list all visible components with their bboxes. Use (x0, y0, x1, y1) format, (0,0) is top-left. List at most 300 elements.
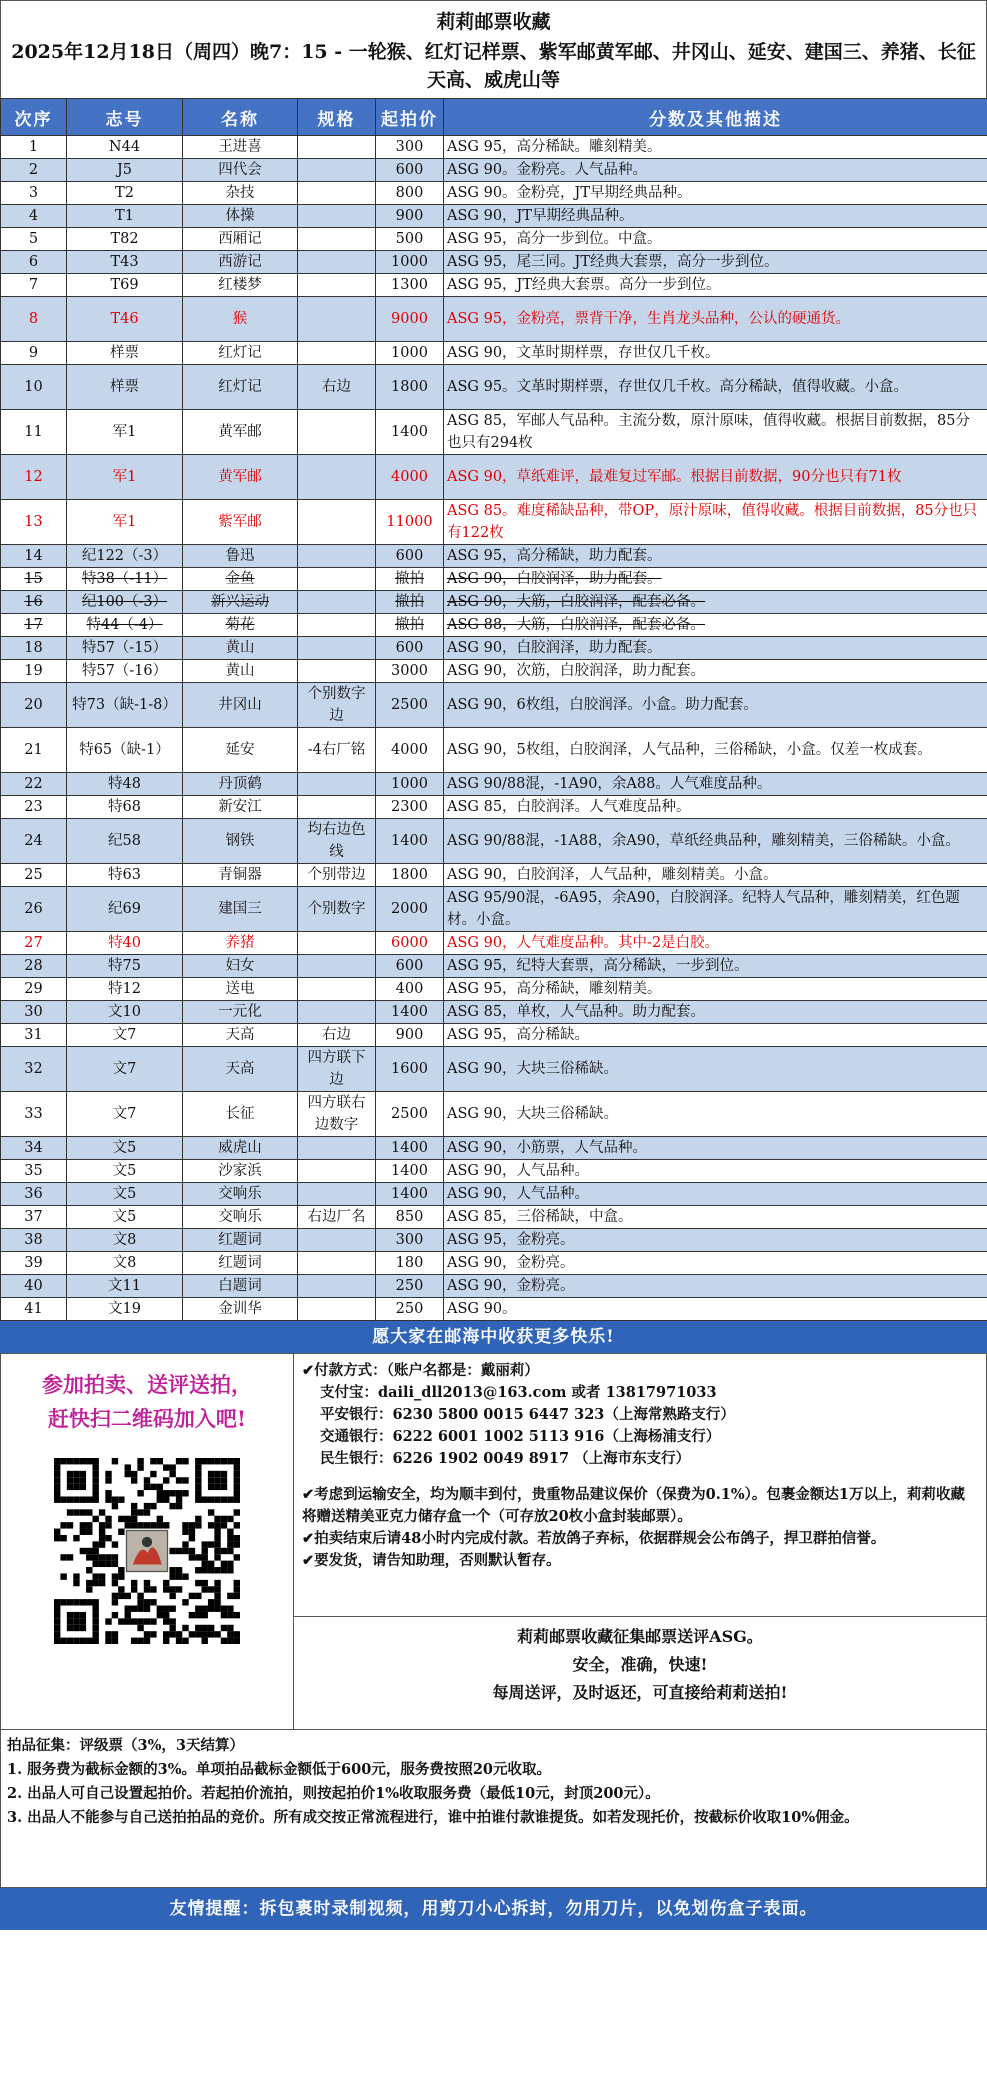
lot-desc: ASG 90，金粉亮。 (444, 1252, 987, 1275)
lot-spec (298, 1275, 376, 1298)
lot-desc: ASG 90，大筋，白胶润泽，配套必备。 (444, 591, 987, 614)
delivery-note: ✔要发货，请告知助理，否则默认暂存。 (302, 1552, 561, 1569)
col-header-code: 志号 (67, 99, 183, 136)
lot-desc: ASG 95，高分稀缺，助力配套。 (444, 545, 987, 568)
lot-order: 40 (1, 1275, 67, 1298)
lot-order: 27 (1, 932, 67, 955)
minsheng-account: 民生银行：6226 1902 0049 8917 （上海市东支行） (320, 1450, 691, 1467)
lot-spec: 右边 (298, 1024, 376, 1047)
lot-name: 体操 (183, 205, 298, 228)
payment-section (0, 1353, 987, 1730)
lot-code: 特68 (67, 796, 183, 819)
lot-price: 600 (376, 159, 444, 182)
lot-code: 纪100（-3） (67, 591, 183, 614)
shipping-note: ✔考虑到运输安全，均为顺丰到付，贵重物品建议保价（保费为0.1%）。包裹金额达1万以上，莉莉收藏将赠送精美亚克力储存盒一个（可存放20枚小盒封装邮票）。 (302, 1486, 965, 1525)
lot-name: 红题词 (183, 1252, 298, 1275)
lot-name: 交响乐 (183, 1206, 298, 1229)
lot-price: 9000 (376, 297, 444, 342)
lot-name: 西游记 (183, 251, 298, 274)
lot-desc: ASG 88，大筋，白胶润泽，配套必备。 (444, 614, 987, 637)
lot-spec (298, 1160, 376, 1183)
lot-price: 800 (376, 182, 444, 205)
lot-name: 红灯记 (183, 342, 298, 365)
lot-price: 300 (376, 136, 444, 159)
lot-order: 30 (1, 1001, 67, 1024)
lot-spec: 右边 (298, 365, 376, 410)
table-row (1, 1183, 987, 1206)
lot-price: 1600 (376, 1047, 444, 1092)
lot-desc: ASG 90/88混，-1A90，余A88。人气难度品种。 (444, 773, 987, 796)
table-row (1, 1252, 987, 1275)
lot-spec (298, 455, 376, 500)
lot-name: 黄山 (183, 660, 298, 683)
col-header-price: 起拍价 (376, 99, 444, 136)
lot-desc: ASG 90/88混，-1A88，余A90，草纸经典品种，雕刻精美，三俗稀缺。小盒。 (444, 819, 987, 864)
lot-order: 7 (1, 274, 67, 297)
lot-name: 红楼梦 (183, 274, 298, 297)
lot-name: 黄军邮 (183, 410, 298, 455)
lot-spec (298, 1252, 376, 1275)
lot-order: 13 (1, 500, 67, 545)
lot-price: 500 (376, 228, 444, 251)
lot-spec (298, 545, 376, 568)
lot-name: 沙家浜 (183, 1160, 298, 1183)
lot-code: 特73（缺-1-8） (67, 683, 183, 728)
promo-line-1: 参加拍卖、送评送拍， (42, 1372, 252, 1397)
table-row (1, 1047, 987, 1092)
lot-price: 600 (376, 955, 444, 978)
lot-name: 杂技 (183, 182, 298, 205)
lot-order: 10 (1, 365, 67, 410)
lot-name: 长征 (183, 1092, 298, 1137)
lot-desc: ASG 90。金粉亮，JT早期经典品种。 (444, 182, 987, 205)
lot-desc: ASG 85，白胶润泽。人气难度品种。 (444, 796, 987, 819)
lot-name: 钢铁 (183, 819, 298, 864)
lot-code: 特57（-15） (67, 637, 183, 660)
table-row (1, 1137, 987, 1160)
lot-name: 新兴运动 (183, 591, 298, 614)
lot-code: 文7 (67, 1092, 183, 1137)
table-row (1, 455, 987, 500)
lot-spec (298, 1001, 376, 1024)
lot-price: 400 (376, 978, 444, 1001)
table-row (1, 637, 987, 660)
lot-price: 850 (376, 1206, 444, 1229)
lot-order: 32 (1, 1047, 67, 1092)
lot-spec: 个别数字 (298, 887, 376, 932)
lot-order: 4 (1, 205, 67, 228)
lot-desc: ASG 90，白胶润泽，助力配套。 (444, 637, 987, 660)
lot-price: 180 (376, 1252, 444, 1275)
lot-spec (298, 410, 376, 455)
lot-order: 34 (1, 1137, 67, 1160)
table-row (1, 1275, 987, 1298)
lot-desc: ASG 90，人气品种。 (444, 1160, 987, 1183)
lot-code: 特48 (67, 773, 183, 796)
table-row (1, 500, 987, 545)
lot-name: 鲁迅 (183, 545, 298, 568)
lot-code: T43 (67, 251, 183, 274)
lot-code: 文8 (67, 1252, 183, 1275)
table-row (1, 660, 987, 683)
payment-heading: ✔付款方式：（账户名都是：戴丽莉） (302, 1362, 539, 1379)
lot-price: 4000 (376, 728, 444, 773)
friendly-reminder: 友情提醒：拆包裹时录制视频，用剪刀小心拆封，勿用刀片，以免划伤盒子表面。 (0, 1888, 987, 1930)
lot-desc: ASG 90，金粉亮。 (444, 1275, 987, 1298)
lot-desc: ASG 95，高分稀缺。雕刻精美。 (444, 136, 987, 159)
lot-price: 1000 (376, 342, 444, 365)
lot-name: 养猪 (183, 932, 298, 955)
lot-spec (298, 297, 376, 342)
lot-desc: ASG 95，尾三同。JT经典大套票，高分一步到位。 (444, 251, 987, 274)
pingan-account: 平安银行：6230 5800 0015 6447 323（上海常熟路支行） (320, 1406, 735, 1423)
lot-spec: 个别数字边 (298, 683, 376, 728)
lot-order: 17 (1, 614, 67, 637)
lot-order: 22 (1, 773, 67, 796)
lot-order: 19 (1, 660, 67, 683)
lot-desc: ASG 90，人气难度品种。其中-2是白胶。 (444, 932, 987, 955)
lot-desc: ASG 90，次筋，白胶润泽，助力配套。 (444, 660, 987, 683)
col-header-order: 次序 (1, 99, 67, 136)
lot-desc: ASG 85，军邮人气品种。主流分数，原汁原味，值得收藏。根据目前数据，85分也只有294枚 (444, 410, 987, 455)
lot-price: 1400 (376, 410, 444, 455)
lot-desc: ASG 95，高分稀缺，雕刻精美。 (444, 978, 987, 1001)
lot-order: 12 (1, 455, 67, 500)
lot-spec (298, 342, 376, 365)
wish-banner: 愿大家在邮海中收获更多快乐! (0, 1321, 987, 1353)
lot-spec (298, 568, 376, 591)
table-row (1, 1206, 987, 1229)
table-row (1, 1229, 987, 1252)
table-row (1, 274, 987, 297)
table-row (1, 1298, 987, 1321)
lot-code: T1 (67, 205, 183, 228)
lot-desc: ASG 90，大块三俗稀缺。 (444, 1047, 987, 1092)
lot-desc: ASG 85，单枚，人气品种。助力配套。 (444, 1001, 987, 1024)
lot-desc: ASG 90，6枚组，白胶润泽。小盒。助力配套。 (444, 683, 987, 728)
lot-code: T82 (67, 228, 183, 251)
lot-price: 1400 (376, 819, 444, 864)
lot-spec (298, 274, 376, 297)
table-row (1, 545, 987, 568)
lot-name: 猴 (183, 297, 298, 342)
lot-spec (298, 591, 376, 614)
lot-price: 2500 (376, 1092, 444, 1137)
lot-price: 1000 (376, 251, 444, 274)
lot-order: 11 (1, 410, 67, 455)
lot-order: 16 (1, 591, 67, 614)
lot-price: 250 (376, 1298, 444, 1321)
lot-order: 3 (1, 182, 67, 205)
lot-desc: ASG 90，草纸难评，最难复过军邮。根据目前数据，90分也只有71枚 (444, 455, 987, 500)
table-row (1, 955, 987, 978)
lot-order: 26 (1, 887, 67, 932)
lot-name: 青铜器 (183, 864, 298, 887)
lot-price: 撤拍 (376, 591, 444, 614)
lot-desc: ASG 90，JT早期经典品种。 (444, 205, 987, 228)
lot-name: 四代会 (183, 159, 298, 182)
lot-name: 红灯记 (183, 365, 298, 410)
table-row (1, 410, 987, 455)
lot-code: 文19 (67, 1298, 183, 1321)
lot-desc: ASG 90，人气品种。 (444, 1183, 987, 1206)
lot-desc: ASG 95。文革时期样票，存世仅几千枚。高分稀缺，值得收藏。小盒。 (444, 365, 987, 410)
lot-code: 特44（-4） (67, 614, 183, 637)
lot-name: 新安江 (183, 796, 298, 819)
lot-desc: ASG 95，高分稀缺。 (444, 1024, 987, 1047)
lot-desc: ASG 85。难度稀缺品种，带OP，原汁原味，值得收藏。根据目前数据，85分也只有122枚 (444, 500, 987, 545)
payment-details (294, 1354, 986, 1729)
lot-code: T69 (67, 274, 183, 297)
lot-code: 军1 (67, 410, 183, 455)
lot-price: 2300 (376, 796, 444, 819)
table-row (1, 205, 987, 228)
lot-spec (298, 136, 376, 159)
lot-order: 28 (1, 955, 67, 978)
lot-table-body (1, 136, 987, 1321)
lot-name: 一元化 (183, 1001, 298, 1024)
lot-name: 白题词 (183, 1275, 298, 1298)
lot-code: N44 (67, 136, 183, 159)
table-row (1, 614, 987, 637)
lot-order: 20 (1, 683, 67, 728)
lot-spec (298, 660, 376, 683)
lot-price: 2500 (376, 683, 444, 728)
lot-spec (298, 955, 376, 978)
lot-name: 天高 (183, 1024, 298, 1047)
table-row (1, 1092, 987, 1137)
lot-code: 特40 (67, 932, 183, 955)
rule-1: 1. 服务费为截标金额的3%。单项拍品截标金额低于600元，服务费按照20元收取。 (7, 1761, 551, 1778)
jiaotong-account: 交通银行：6222 6001 1002 5113 916（上海杨浦支行） (320, 1428, 721, 1445)
lot-price: 1800 (376, 365, 444, 410)
lot-code: T46 (67, 297, 183, 342)
table-row (1, 251, 987, 274)
header (0, 0, 987, 98)
lot-name: 天高 (183, 1047, 298, 1092)
payment-info (294, 1354, 986, 1616)
lot-order: 23 (1, 796, 67, 819)
lot-order: 2 (1, 159, 67, 182)
lot-price: 1800 (376, 864, 444, 887)
lot-price: 3000 (376, 660, 444, 683)
lot-order: 29 (1, 978, 67, 1001)
lot-price: 900 (376, 205, 444, 228)
rule-2: 2. 出品人可自己设置起拍价。若起拍价流拍，则按起拍价1%收取服务费（最低10元，封顶200元）。 (7, 1785, 660, 1802)
table-row (1, 1024, 987, 1047)
lot-code: J5 (67, 159, 183, 182)
lot-spec (298, 500, 376, 545)
ask-line-1: 莉莉邮票收藏征集邮票送评ASG。 (517, 1627, 763, 1646)
lot-code: 文5 (67, 1206, 183, 1229)
table-row (1, 978, 987, 1001)
lot-code: 文7 (67, 1047, 183, 1092)
lot-order: 41 (1, 1298, 67, 1321)
table-row (1, 864, 987, 887)
table-row (1, 568, 987, 591)
lot-order: 15 (1, 568, 67, 591)
lot-price: 1000 (376, 773, 444, 796)
lot-name: 黄军邮 (183, 455, 298, 500)
payment-deadline-note: ✔拍卖结束后请48小时内完成付款。若放鸽子弃标，依据群规会公布鸽子，捍卫群拍信誉。 (302, 1530, 886, 1547)
lot-price: 300 (376, 1229, 444, 1252)
lot-name: 金鱼 (183, 568, 298, 591)
col-header-spec: 规格 (298, 99, 376, 136)
lot-spec (298, 614, 376, 637)
lot-code: 军1 (67, 455, 183, 500)
lot-name: 建国三 (183, 887, 298, 932)
lot-spec: 四方联下边 (298, 1047, 376, 1092)
lot-code: T2 (67, 182, 183, 205)
table-row (1, 1001, 987, 1024)
lot-order: 14 (1, 545, 67, 568)
lot-spec (298, 637, 376, 660)
promo-line-2: 赶快扫二维码加入吧! (47, 1406, 247, 1431)
lot-spec (298, 182, 376, 205)
table-row (1, 591, 987, 614)
lot-desc: ASG 95，纪特大套票，高分稀缺，一步到位。 (444, 955, 987, 978)
lot-desc: ASG 90，文革时期样票，存世仅几千枚。 (444, 342, 987, 365)
lot-code: 特75 (67, 955, 183, 978)
lot-order: 5 (1, 228, 67, 251)
lot-price: 1400 (376, 1001, 444, 1024)
table-row (1, 773, 987, 796)
lot-name: 红题词 (183, 1229, 298, 1252)
auction-subtitle: 2025年12月18日（周四）晚7：15 - 一轮猴、红灯记样票、紫军邮黄军邮、井冈山、延安、建国三、养猪、长征天高、威虎山等 (11, 41, 976, 91)
lot-spec: 均右边色线 (298, 819, 376, 864)
lot-desc: ASG 90，小筋票，人气品种。 (444, 1137, 987, 1160)
lot-code: 文5 (67, 1160, 183, 1183)
lot-code: 纪69 (67, 887, 183, 932)
lot-order: 36 (1, 1183, 67, 1206)
lot-spec: -4右厂铭 (298, 728, 376, 773)
col-header-name: 名称 (183, 99, 298, 136)
lot-code: 特12 (67, 978, 183, 1001)
lot-code: 特63 (67, 864, 183, 887)
table-header-row (1, 99, 987, 136)
table-row (1, 796, 987, 819)
lot-price: 1400 (376, 1137, 444, 1160)
lot-desc: ASG 90，大块三俗稀缺。 (444, 1092, 987, 1137)
lot-spec: 右边厂名 (298, 1206, 376, 1229)
table-row (1, 887, 987, 932)
lot-code: 样票 (67, 365, 183, 410)
lot-name: 王进喜 (183, 136, 298, 159)
lot-order: 25 (1, 864, 67, 887)
table-row (1, 136, 987, 159)
lot-table (0, 98, 987, 1321)
lot-desc: ASG 90。金粉亮。人气品种。 (444, 159, 987, 182)
lot-name: 交响乐 (183, 1183, 298, 1206)
qr-code-icon[interactable] (54, 1458, 240, 1644)
promo-panel (1, 1354, 294, 1729)
lot-order: 21 (1, 728, 67, 773)
lot-name: 黄山 (183, 637, 298, 660)
lot-code: 文11 (67, 1275, 183, 1298)
lot-name: 威虎山 (183, 1137, 298, 1160)
lot-order: 35 (1, 1160, 67, 1183)
lot-price: 1400 (376, 1183, 444, 1206)
lot-name: 紫军邮 (183, 500, 298, 545)
lot-price: 11000 (376, 500, 444, 545)
alipay-account: 支付宝：daili_dll2013@163.com 或者 13817971033 (320, 1384, 717, 1401)
lot-price: 4000 (376, 455, 444, 500)
lot-spec (298, 796, 376, 819)
lot-code: 文5 (67, 1137, 183, 1160)
lot-order: 33 (1, 1092, 67, 1137)
lot-spec (298, 159, 376, 182)
lot-price: 撤拍 (376, 614, 444, 637)
lot-order: 24 (1, 819, 67, 864)
lot-code: 文8 (67, 1229, 183, 1252)
lot-order: 6 (1, 251, 67, 274)
col-header-desc: 分数及其他描述 (444, 99, 987, 136)
lot-price: 600 (376, 545, 444, 568)
lot-order: 9 (1, 342, 67, 365)
table-row (1, 1160, 987, 1183)
lot-price: 6000 (376, 932, 444, 955)
table-row (1, 728, 987, 773)
lot-order: 39 (1, 1252, 67, 1275)
lot-price: 1300 (376, 274, 444, 297)
lot-code: 特38（-11） (67, 568, 183, 591)
lot-spec (298, 932, 376, 955)
lot-desc: ASG 85，三俗稀缺，中盒。 (444, 1206, 987, 1229)
lot-name: 妇女 (183, 955, 298, 978)
lot-code: 文10 (67, 1001, 183, 1024)
ask-line-2: 安全，准确，快速! (572, 1655, 708, 1674)
lot-code: 文5 (67, 1183, 183, 1206)
lot-spec (298, 1298, 376, 1321)
lot-name: 金训华 (183, 1298, 298, 1321)
table-row (1, 819, 987, 864)
lot-price: 2000 (376, 887, 444, 932)
ask-line-3: 每周送评，及时返还，可直接给莉莉送拍! (492, 1683, 788, 1702)
lot-price: 900 (376, 1024, 444, 1047)
lot-spec (298, 773, 376, 796)
lot-spec (298, 978, 376, 1001)
lot-desc: ASG 90。 (444, 1298, 987, 1321)
lot-code: 样票 (67, 342, 183, 365)
table-row (1, 342, 987, 365)
table-row (1, 365, 987, 410)
lot-spec (298, 228, 376, 251)
table-row (1, 683, 987, 728)
lot-order: 18 (1, 637, 67, 660)
table-row (1, 182, 987, 205)
lot-code: 军1 (67, 500, 183, 545)
lot-desc: ASG 95，JT经典大套票。高分一步到位。 (444, 274, 987, 297)
table-row (1, 159, 987, 182)
lot-price: 撤拍 (376, 568, 444, 591)
lot-price: 1400 (376, 1160, 444, 1183)
lot-price: 250 (376, 1275, 444, 1298)
lot-code: 特65（缺-1） (67, 728, 183, 773)
table-row (1, 297, 987, 342)
consignment-ask (294, 1616, 986, 1729)
lot-desc: ASG 95/90混，-6A95，余A90，白胶润泽。纪特人气品种，雕刻精美，红色题材。小盒。 (444, 887, 987, 932)
lot-order: 38 (1, 1229, 67, 1252)
lot-spec: 个别带边 (298, 864, 376, 887)
page-title: 莉莉邮票收藏 (436, 11, 551, 33)
consignment-rules (0, 1730, 987, 1888)
lot-name: 西厢记 (183, 228, 298, 251)
rule-3: 3. 出品人不能参与自己送拍拍品的竞价。所有成交按正常流程进行，谁中拍谁付款谁提货。如若发现托价，按截标价收取10%佣金。 (7, 1809, 859, 1826)
rules-heading: 拍品征集：评级票（3%，3天结算） (7, 1737, 244, 1754)
lot-name: 丹顶鹤 (183, 773, 298, 796)
lot-desc: ASG 95，金粉亮，票背干净，生肖龙头品种，公认的硬通货。 (444, 297, 987, 342)
lot-spec (298, 1137, 376, 1160)
